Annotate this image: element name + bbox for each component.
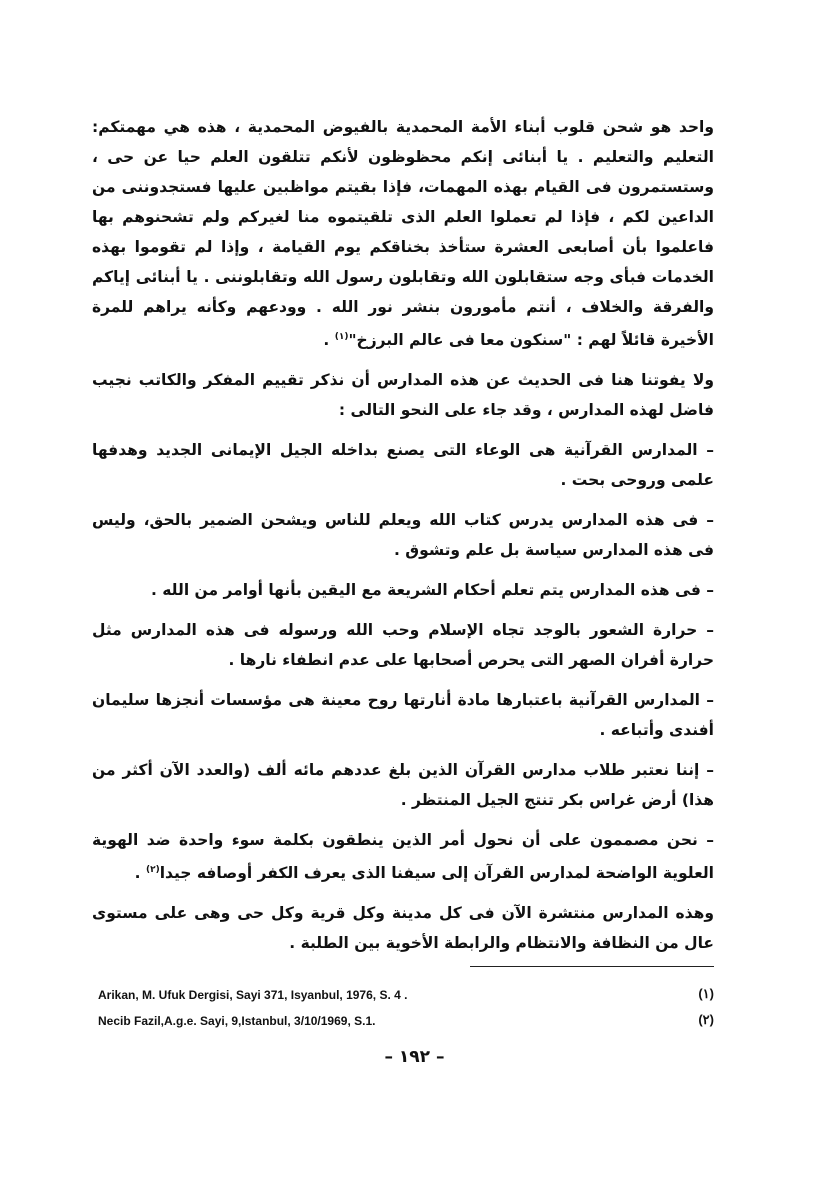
paragraph-final: وهذه المدارس منتشرة الآن فى كل مدينة وكل قرية وكل حى وهى على مستوى عال من النظافة والانتظام والرابطة الأخوية بين الطلبة . xyxy=(92,904,714,953)
list-item-3: – فى هذه المدارس يتم تعلم أحكام الشريعة مع اليقين بأنها أوامر من الله . xyxy=(150,581,714,600)
page-body xyxy=(92,112,714,958)
paragraph-1-text: واحد هو شحن قلوب أبناء الأمة المحمدية بالفيوض المحمدية ، هذه هي مهمتكم: التعليم والتعليم . يا أبنائى إنكم محظوظون لأنكم تتلقون العلم حيا عن حى ، وستستمرون فى القيام بهذه المهمات، فإذا بقيتم مواظبين عليها فستجدوننى من الداعين لكم ، فإذا لم تعملوا العلم الذى تلقيتموه منا لغيركم ولم تشحنوهم بها فاعلموا بأن أصابعى العشرة ستأخذ بخناقكم يوم القيامة ، وإذا لم تقوموا بهذه الخدمات فبأى وجه ستقابلون الله وتقابلون رسول الله وتقابلوننى . يا أبنائى إياكم والفرقة والخلاف ، أنتم مأمورون بنشر نور الله . وودعهم وكأنه يراهم للمرة الأخيرة قائلاً لهم : "سنكون معا فى عالم البرزخ" xyxy=(92,118,714,350)
list-item-5: – المدارس القرآنية باعتبارها مادة أنارتها روح معينة هى مؤسسات أنجزها سليمان أفندى وأتباعه . xyxy=(92,691,714,740)
paragraph-1 xyxy=(92,112,714,355)
list-item-1: – المدارس القرآنية هى الوعاء التى يصنع بداخله الجيل الإيمانى الجديد وهدفها علمى وروحى بحت . xyxy=(92,441,714,490)
footnote-2-number: (٢) xyxy=(698,1012,714,1027)
list-item-7 xyxy=(92,825,714,888)
footnote-1 xyxy=(98,986,714,1008)
list-item-4: – حرارة الشعور بالوجد تجاه الإسلام وحب الله ورسوله فى هذه المدارس مثل حرارة أفران الصهر التى يحرص أصحابها على عدم انطفاء نارها . xyxy=(92,621,714,670)
footnote-2 xyxy=(98,1012,714,1034)
footnote-ref-1[interactable]: (١) xyxy=(334,332,349,342)
list-item-7-end: . xyxy=(134,864,141,883)
paragraph-1-end: . xyxy=(323,331,330,350)
footnote-2-text: Necib Fazil,A.g.e. Sayi, 9,Istanbul, 3/10/1969, S.1. xyxy=(98,1014,376,1028)
page-number: – ١٩٢ – xyxy=(384,1047,445,1067)
list-item-6: – إننا نعتبر طلاب مدارس القرآن الذين بلغ عددهم مائه ألف (والعدد الآن أكثر من هذا) أرض غراس بكر تنتج الجيل المنتظر . xyxy=(92,761,714,810)
paragraph-2: ولا يفوتنا هنا فى الحديث عن هذه المدارس أن نذكر تقييم المفكر والكاتب نجيب فاضل لهذه المدارس ، وقد جاء على النحو التالى : xyxy=(92,371,714,420)
footnote-separator xyxy=(470,966,714,967)
footnote-ref-2[interactable]: (٢) xyxy=(145,865,160,876)
list-item-2: – فى هذه المدارس يدرس كتاب الله ويعلم للناس ويشحن الضمير بالحق، وليس فى هذه المدارس سياسة بل علم وتشوق . xyxy=(92,511,714,560)
footnote-1-text: Arikan, M. Ufuk Dergisi, Sayi 371, Isyanbul, 1976, S. 4 . xyxy=(98,988,408,1002)
list-item-7-text: – نحن مصممون على أن نحول أمر الذين ينطقون بكلمة سوء واحدة ضد الهوية العلوية الواضحة لمدارس القرآن إلى سيفنا الذى يعرف الكفر أوصافه جيدا xyxy=(92,831,714,883)
footnote-1-number: (١) xyxy=(698,986,714,1001)
